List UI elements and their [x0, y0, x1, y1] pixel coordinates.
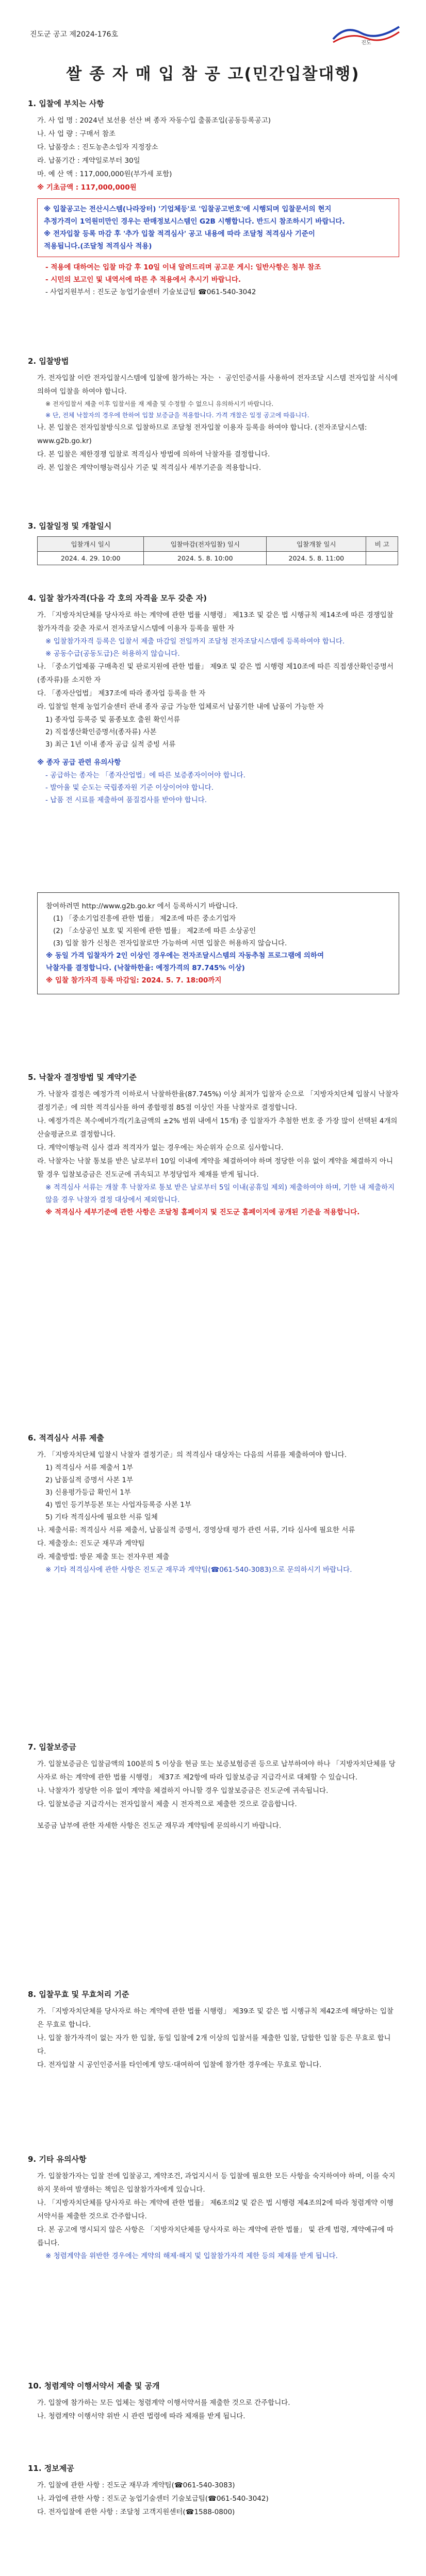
list-item: 가. 「지방자치단체 입찰시 낙찰자 결정기준」의 적격심사 대상자는 다음의 서류를 제출하여야 합니다. — [37, 1451, 347, 1459]
section-heading: 2. 입찰방법 — [28, 357, 69, 366]
list-item: 다. 본 입찰은 제한경쟁 입찰로 적격심사 방법에 의하여 낙찰자를 결정합니다. — [37, 450, 270, 459]
note-line: 보증금 납부에 관한 자세한 사항은 진도군 재무과 계약팀에 문의하시기 바랍니다. — [37, 1822, 282, 1830]
list-item: 나. 「중소기업제품 구매촉진 및 판로지원에 관한 법률」 제9조 및 같은 법 시행령 제10조에 따른 직접생산확인증명서(종자류)를 소지한 자 — [37, 663, 394, 684]
blue-line: - 납품 전 시료를 제출하여 품질검사를 받아야 합니다. — [45, 796, 207, 804]
list-item: 라. 입찰일 현재 농업기술센터 관내 종자 공급 가능한 업체로서 납품기한 내에 납품이 가능한 자 — [37, 703, 324, 711]
sub-item: 1) 적격심사 서류 제출서 1부 — [45, 1464, 134, 1472]
section-heading: 6. 적격심사 서류 제출 — [28, 1433, 104, 1443]
table-header: 입찰개시 일시 — [38, 537, 144, 552]
list-item: 나. 사 업 량 : 구매서 참조 — [37, 130, 116, 138]
budget-note: ※ 기초금액 : 117,000,000원 — [37, 183, 137, 192]
list-item: 라. 낙찰자는 낙찰 통보를 받은 날로부터 10일 이내에 계약을 체결하여야 하며 정당한 이유 없이 계약을 체결하지 아니할 경우 입찰보증금은 진도군에 귀속되고 부정당업자 제재를 받게 됩니다. — [37, 1157, 394, 1179]
section-5 — [28, 1072, 399, 1218]
list-item: 가. 입찰에 관한 사항 : 진도군 재무과 계약팀(☎061-540-3083) — [37, 2481, 235, 2489]
blue-line: ※ 적격심사 서류는 개찰 후 낙찰자로 통보 받은 날로부터 5일 이내(공휴일 제외) 제출하여야 하며, 기한 내 제출하지 않을 경우 낙찰자 결정 대상에서 제외합니다. — [45, 1183, 395, 1204]
table-header: 비 고 — [366, 537, 398, 552]
highlight-line: ※ 공동수급(공동도급)은 허용하지 않습니다. — [45, 650, 180, 658]
sub-item: 5) 기타 적격심사에 필요한 서류 일체 — [45, 1513, 158, 1521]
box-line: 추정가격이 1억원미만인 경우는 판매정보시스템인 G2B 시행합니다. 반드시 참조하시기 바랍니다. — [44, 217, 345, 226]
list-item: 나. 예정가격은 복수예비가격(기초금액의 ±2% 범위 내에서 15개) 중 입찰자가 추첨한 번호 중 가장 많이 선택된 4개의 산술평균으로 결정합니다. — [37, 1117, 398, 1139]
table-cell — [366, 552, 398, 565]
notice-box — [37, 198, 399, 257]
table-cell: 2024. 5. 8. 11:00 — [267, 552, 366, 565]
page-title: 쌀 종 자 매 입 참 공 고(민간입찰대행) — [66, 65, 360, 83]
list-item: 라. 제출방법: 방문 제출 또는 전자우편 제출 — [37, 1553, 170, 1561]
section-1 — [28, 98, 399, 298]
sub-item: 2) 직접생산확인증명서(종자류) 사본 — [45, 728, 157, 736]
section-9 — [28, 2154, 399, 2262]
box-line: ※ 입찰공고는 전산시스템(나라장터) '기업체등'로 '입찰공고번호'에 시행되며 입찰문서의 현지 — [44, 205, 332, 213]
table-cell: 2024. 5. 8. 10:00 — [144, 552, 267, 565]
blue-line: ※ 청렴계약을 위반한 경우에는 계약의 해제·해지 및 입찰참가자격 제한 등의 제재를 받게 됩니다. — [45, 2252, 338, 2260]
box-line: 적용됩니다.(조달청 적격심사 적용) — [44, 242, 152, 250]
section-10 — [28, 2380, 399, 2423]
section-4 — [28, 592, 399, 806]
small-note: ※ 전자입찰서 제출 이후 입찰서를 재 제출 및 수정할 수 없으니 유의하시기 바랍니다. — [45, 400, 274, 408]
section-heading: 8. 입찰무효 및 무효처리 기준 — [28, 1990, 129, 1999]
box-line: (3) 입찰 참가 신청은 전자입찰로만 가능하며 서면 입찰은 허용하지 않습니다. — [53, 939, 287, 947]
list-item: 나. 과업에 관한 사항 : 진도군 농업기술센터 기술보급팀(☎061-540-3042) — [37, 2495, 269, 2503]
list-item: 나. 낙찰자가 정당한 이유 없이 계약을 체결하지 아니할 경우 입찰보증금은 진도군에 귀속됩니다. — [37, 1787, 329, 1795]
section-heading: 4. 입찰 참가자격(다음 각 호의 자격을 모두 갖춘 자) — [28, 594, 207, 603]
sub-item: 2) 납품실적 증명서 사본 1부 — [45, 1476, 134, 1484]
section-heading: 1. 입찰에 부치는 사항 — [28, 99, 104, 108]
table-header: 입찰개찰 일시 — [267, 537, 366, 552]
blue-line: ※ 동일 가격 입찰자가 2인 이상인 경우에는 전자조달시스템의 자동추첨 프로그램에 의하여 — [46, 952, 324, 960]
section-heading: 11. 정보제공 — [28, 2464, 74, 2473]
blue-line: - 공급하는 종자는 「종자산업법」에 따른 보증종자이어야 합니다. — [45, 771, 245, 779]
list-item: 다. 전자입찰에 관한 사항 : 조달청 고객지원센터(☎1588-0800) — [37, 2508, 235, 2516]
sub-item: 3) 최근 1년 이내 종자 공급 실적 증빙 서류 — [45, 740, 176, 749]
info-box-section — [28, 886, 399, 994]
box-line: ※ 전자입찰 등록 마감 후 '추가 입찰 적격심사' 공고 내용에 따라 조달청 적격심사 기준이 — [44, 230, 315, 238]
blue-line: ※ 기타 적격심사에 관한 사항은 진도군 재무과 계약팀(☎061-540-3083)으로 문의하시기 바랍니다. — [45, 1566, 352, 1574]
red-line: ※ 입찰 참가자격 등록 마감일: 2024. 5. 7. 18:00까지 — [46, 976, 222, 985]
sub-item: 1) 종자업 등록증 및 품종보호 출원 확인서류 — [45, 716, 181, 724]
jindo-logo-icon — [330, 22, 402, 45]
svg-text:진도: 진도 — [361, 40, 371, 45]
section-2 — [28, 355, 399, 474]
list-item: 가. 입찰참가자는 입찰 전에 입찰공고, 계약조건, 과업지시서 등 입찰에 필요한 모든 사항을 숙지하여야 하며, 이를 숙지하지 못하여 발생하는 책임은 입찰참가자에게 있습니다. — [37, 2172, 396, 2194]
list-item: 나. 「지방자치단체를 당사자로 하는 계약에 관한 법률」 제6조의2 및 같은 법 시행령 제4조의2에 따라 청렴계약 이행서약서를 제출한 것으로 간주합니다. — [37, 2199, 394, 2221]
list-item: 가. 사 업 명 : 2024년 보선용 선산 벼 종자 자동수입 출품조입(공동등록공고) — [37, 116, 271, 125]
notice-number: 진도군 공고 제2024-176호 — [30, 30, 118, 39]
list-item: 나. 청렴계약 이행서약 위반 시 관련 법령에 따라 제재를 받게 됩니다. — [37, 2412, 245, 2420]
list-item: 나. 제출서류: 적격심사 서류 제출서, 납품실적 증명서, 경영상태 평가 관련 서류, 기타 심사에 필요한 서류 — [37, 1526, 355, 1534]
notice-title: ※ 종자 공급 관련 유의사항 — [37, 758, 121, 767]
list-item: 마. 예 산 액 : 117,000,000원(부가세 포함) — [37, 170, 172, 178]
red-line: - 시민의 보고인 및 내역서에 따른 추 적용에서 추시기 바랍니다. — [45, 276, 241, 284]
list-item: 가. 전자입찰 이란 전자입찰시스템에 입찰에 참가하는 자는 ㆍ 공인인증서를 사용하여 전자조달 시스템 전자입찰 서식에 의하여 입찰을 하여야 합니다. — [37, 374, 398, 396]
sub-item: 3) 신용평가등급 확인서 1부 — [45, 1488, 131, 1497]
red-line: ※ 적격심사 세부기준에 관한 사항은 조달청 홈페이지 및 진도군 홈페이지에 공개된 기준을 적용합니다. — [45, 1208, 360, 1216]
url-line: 참여하려면 http://www.g2b.go.kr 에서 등록하시기 바랍니다. — [46, 902, 238, 910]
schedule-table — [37, 536, 398, 565]
info-box — [37, 892, 399, 994]
section-3 — [28, 520, 399, 565]
list-item: 다. 「종자산업법」 제37조에 따라 종자업 등록을 한 자 — [37, 689, 206, 698]
list-item: 다. 전자입찰 시 공인인증서를 타인에게 양도·대여하여 입찰에 참가한 경우에는 무효로 합니다. — [37, 2061, 322, 2069]
highlight-line: ※ 입찰참가자격 등록은 입찰서 제출 마감일 전일까지 조달청 전자조달시스템에 등록하여야 합니다. — [45, 637, 345, 646]
list-item: 다. 계약이행능력 심사 결과 적격자가 없는 경우에는 차순위자 순으로 심사합니다. — [37, 1144, 284, 1152]
section-6 — [28, 1432, 399, 1576]
small-note: ※ 단, 전체 낙찰자의 경우에 한하여 입찰 보증금을 적용합니다. 가격 개찰은 일정 공고에 따릅니다. — [45, 412, 309, 419]
box-line: (2) 「소상공인 보호 및 지원에 관한 법률」 제2조에 따른 소상공인 — [53, 927, 256, 935]
list-item: 다. 납품장소 : 진도농촌소임자 지정장소 — [37, 143, 158, 151]
section-8 — [28, 1989, 399, 2072]
table-header: 입찰마감(전자입찰) 일시 — [144, 537, 267, 552]
red-line: - 적용에 대하여는 입찰 마감 후 10일 이내 알려드리며 공고문 게시: 일반사항은 첨부 참조 — [45, 263, 321, 272]
list-item: 라. 본 입찰은 계약이행능력심사 기준 및 적격심사 세부기준을 적용합니다. — [37, 464, 261, 472]
section-7 — [28, 1741, 399, 1833]
contact-line: - 사업지원부서 : 진도군 농업기술센터 기술보급팀 ☎061-540-3042 — [45, 288, 256, 296]
blue-line: - 발아율 및 순도는 국립종자원 기준 이상이어야 합니다. — [45, 784, 214, 792]
list-item: 다. 제출장소: 진도군 재무과 계약팀 — [37, 1539, 145, 1548]
list-item: 나. 본 입찰은 전자입찰방식으로 입찰하므로 조달청 전자입찰 이용자 등록을 하여야 합니다. (전자조달시스템: www.g2b.go.kr) — [37, 423, 367, 445]
list-item: 라. 납품기간 : 계약일로부터 30일 — [37, 157, 140, 165]
blue-line: 낙찰자를 결정합니다. (낙찰하한율: 예정가격의 87.745% 이상) — [46, 964, 245, 972]
sub-item: 4) 법인 등기부등본 또는 사업자등록증 사본 1부 — [45, 1501, 191, 1509]
list-item: 가. 낙찰자 결정은 예정가격 이하로서 낙찰하한율(87.745%) 이상 최저가 입찰자 순으로 「지방자치단체 입찰시 낙찰자 결정기준」에 의한 적격심사를 하여 종합평점 85점 이상인 자를 낙찰자로 결정합니다. — [37, 1090, 399, 1112]
list-item: 가. 「지방자치단체를 당사자로 하는 계약에 관한 법률 시행령」 제39조 및 같은 법 시행규칙 제42조에 해당하는 입찰은 무효로 합니다. — [37, 2007, 394, 2029]
list-item: 가. 입찰보증금은 입찰금액의 100분의 5 이상을 현금 또는 보증보험증권 등으로 납부하여야 하나 「지방자치단체를 당사자로 하는 계약에 관한 법률 시행령」 제37조 제2항에 따라 입찰보증금 지급각서로 대체할 수 있습니다. — [37, 1760, 396, 1782]
section-heading: 9. 기타 유의사항 — [28, 2155, 87, 2164]
section-heading: 3. 입찰일정 및 개찰일시 — [28, 521, 112, 531]
section-11 — [28, 2463, 399, 2519]
section-heading: 10. 청렴계약 이행서약서 제출 및 공개 — [28, 2381, 160, 2391]
box-line: (1) 「중소기업진흥에 관한 법률」 제2조에 따른 중소기업자 — [53, 914, 236, 923]
list-item: 나. 입찰 참가자격이 없는 자가 한 입찰, 동일 입찰에 2개 이상의 입찰서를 제출한 입찰, 담합한 입찰 등은 무효로 합니다. — [37, 2034, 391, 2056]
section-heading: 5. 낙찰자 결정방법 및 계약기준 — [28, 1073, 137, 1082]
table-row — [38, 552, 398, 565]
list-item: 가. 입찰에 참가하는 모든 업체는 청렴계약 이행서약서를 제출한 것으로 간주합니다. — [37, 2399, 290, 2407]
list-item: 가. 「지방자치단체를 당사자로 하는 계약에 관한 법률 시행령」 제13조 및 같은 법 시행규칙 제14조에 따른 경쟁입찰 참가자격을 갖춘 자로서 전자조달시스템에 이용자 등록을 필한 자 — [37, 611, 394, 633]
table-cell: 2024. 4. 29. 10:00 — [38, 552, 144, 565]
list-item: 다. 입찰보증금 지급각서는 전자입찰서 제출 시 전자적으로 제출한 것으로 갈음합니다. — [37, 1800, 297, 1808]
section-heading: 7. 입찰보증금 — [28, 1742, 76, 1752]
list-item: 다. 본 공고에 명시되지 않은 사항은 「지방자치단체를 당사자로 하는 계약에 관한 법률」 및 관계 법령, 계약예규에 따릅니다. — [37, 2226, 394, 2247]
